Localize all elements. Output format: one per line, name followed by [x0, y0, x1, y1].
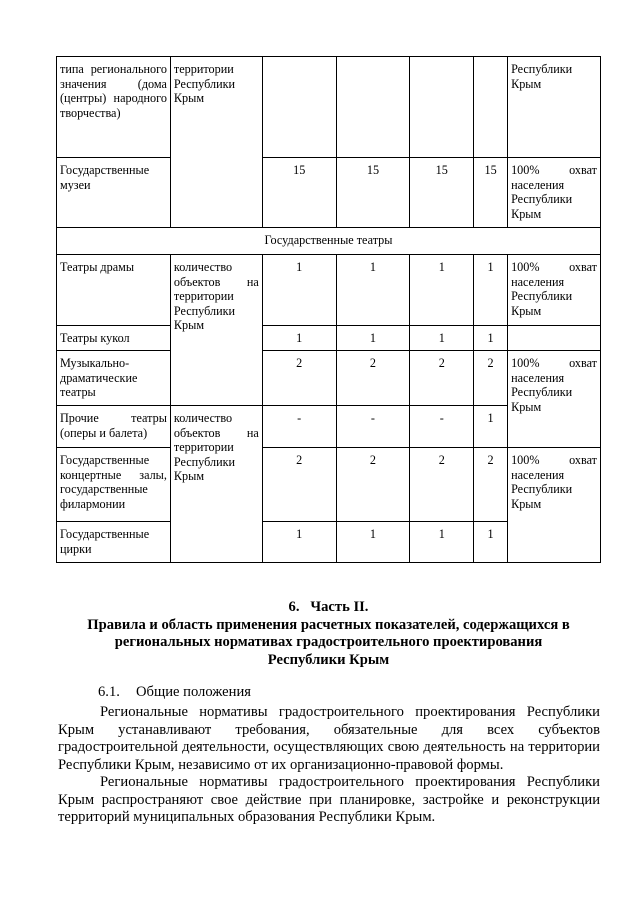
value-cell: 1: [336, 255, 410, 326]
table-row: [57, 255, 601, 326]
table-row: [57, 57, 601, 158]
value-cell: 2: [410, 448, 474, 522]
value-cell: 1: [474, 326, 508, 351]
coverage-cell: 100% охват населения Республики Крым: [508, 158, 601, 228]
coverage-cell: 100% охват населения Республики Крым: [508, 448, 601, 563]
value-cell: 2: [410, 351, 474, 406]
row-name: Музыкально-драматические театры: [57, 351, 171, 406]
row-name: Театры драмы: [57, 255, 171, 326]
paragraph: Региональные нормативы градостроительного проектирования Республики Крым устанавливают требования, обязательные для всех субъектов градостроительной деятельности, осуществляющих свою деятельность на территории Республики Крым, независимо от их организационно-правовой формы.: [58, 704, 600, 773]
value-cell: 2: [336, 448, 410, 522]
value-cell: 2: [262, 351, 336, 406]
part-number: 6. Часть II.: [288, 599, 369, 615]
coverage-cell: Республики Крым: [508, 57, 601, 158]
coverage-cell: 100% охват населения Республики Крым: [508, 351, 601, 448]
section-name: Общие положения: [136, 684, 251, 700]
value-cell: 2: [474, 351, 508, 406]
table-row: [57, 158, 601, 228]
value-cell: 1: [262, 522, 336, 563]
row-name: Театры кукол: [57, 326, 171, 351]
heading-line: Республики Крым: [267, 651, 390, 668]
measure-cell: количество объектов на территории Республики Крым: [170, 255, 262, 406]
row-name: Государственные концертные залы, государственные филармонии: [57, 448, 171, 522]
value-cell: 1: [336, 326, 410, 351]
coverage-cell: 100% охват населения Республики Крым: [508, 255, 601, 326]
row-name: Прочие театры (оперы и балета): [57, 406, 171, 448]
value-cell: 1: [410, 255, 474, 326]
value-cell: 1: [474, 406, 508, 448]
value-cell: 15: [410, 158, 474, 228]
value-cell: 1: [262, 255, 336, 326]
value-cell: 2: [336, 351, 410, 406]
value-cell: 15: [262, 158, 336, 228]
table-row: [57, 228, 601, 255]
table-row: [57, 351, 601, 406]
heading-line: региональных нормативах градостроительного проектирования: [114, 634, 543, 650]
value-cell: -: [336, 406, 410, 448]
row-name: Государственные музеи: [57, 158, 171, 228]
row-name: типа регионального значения (дома (центры) народного творчества): [57, 57, 171, 158]
part-heading: [56, 599, 601, 669]
table-row: [57, 326, 601, 351]
measure-cell: территории Республики Крым: [170, 57, 262, 228]
measure-cell: количество объектов на территории Республики Крым: [170, 406, 262, 563]
value-cell: 1: [410, 522, 474, 563]
value-cell: 1: [474, 255, 508, 326]
paragraph: Региональные нормативы градостроительного проектирования Республики Крым распространяют свое действие при планировке, застройке и реконструкции территорий муниципальных образования Республики Крым.: [58, 774, 600, 825]
value-cell: 2: [262, 448, 336, 522]
value-cell: 1: [410, 326, 474, 351]
value-cell: 1: [262, 326, 336, 351]
table-row: [57, 448, 601, 522]
norms-table: [56, 56, 601, 563]
value-cell: 15: [336, 158, 410, 228]
value-cell: 2: [474, 448, 508, 522]
section-title: [98, 684, 251, 702]
value-cell: -: [410, 406, 474, 448]
row-name: Государственные цирки: [57, 522, 171, 563]
value-cell: 1: [336, 522, 410, 563]
value-cell: 1: [474, 522, 508, 563]
heading-line: Правила и область применения расчетных показателей, содержащихся в: [87, 616, 570, 633]
section-row: Государственные театры: [57, 228, 601, 255]
section-number: 6.1.: [98, 684, 120, 700]
value-cell: 15: [474, 158, 508, 228]
value-cell: -: [262, 406, 336, 448]
